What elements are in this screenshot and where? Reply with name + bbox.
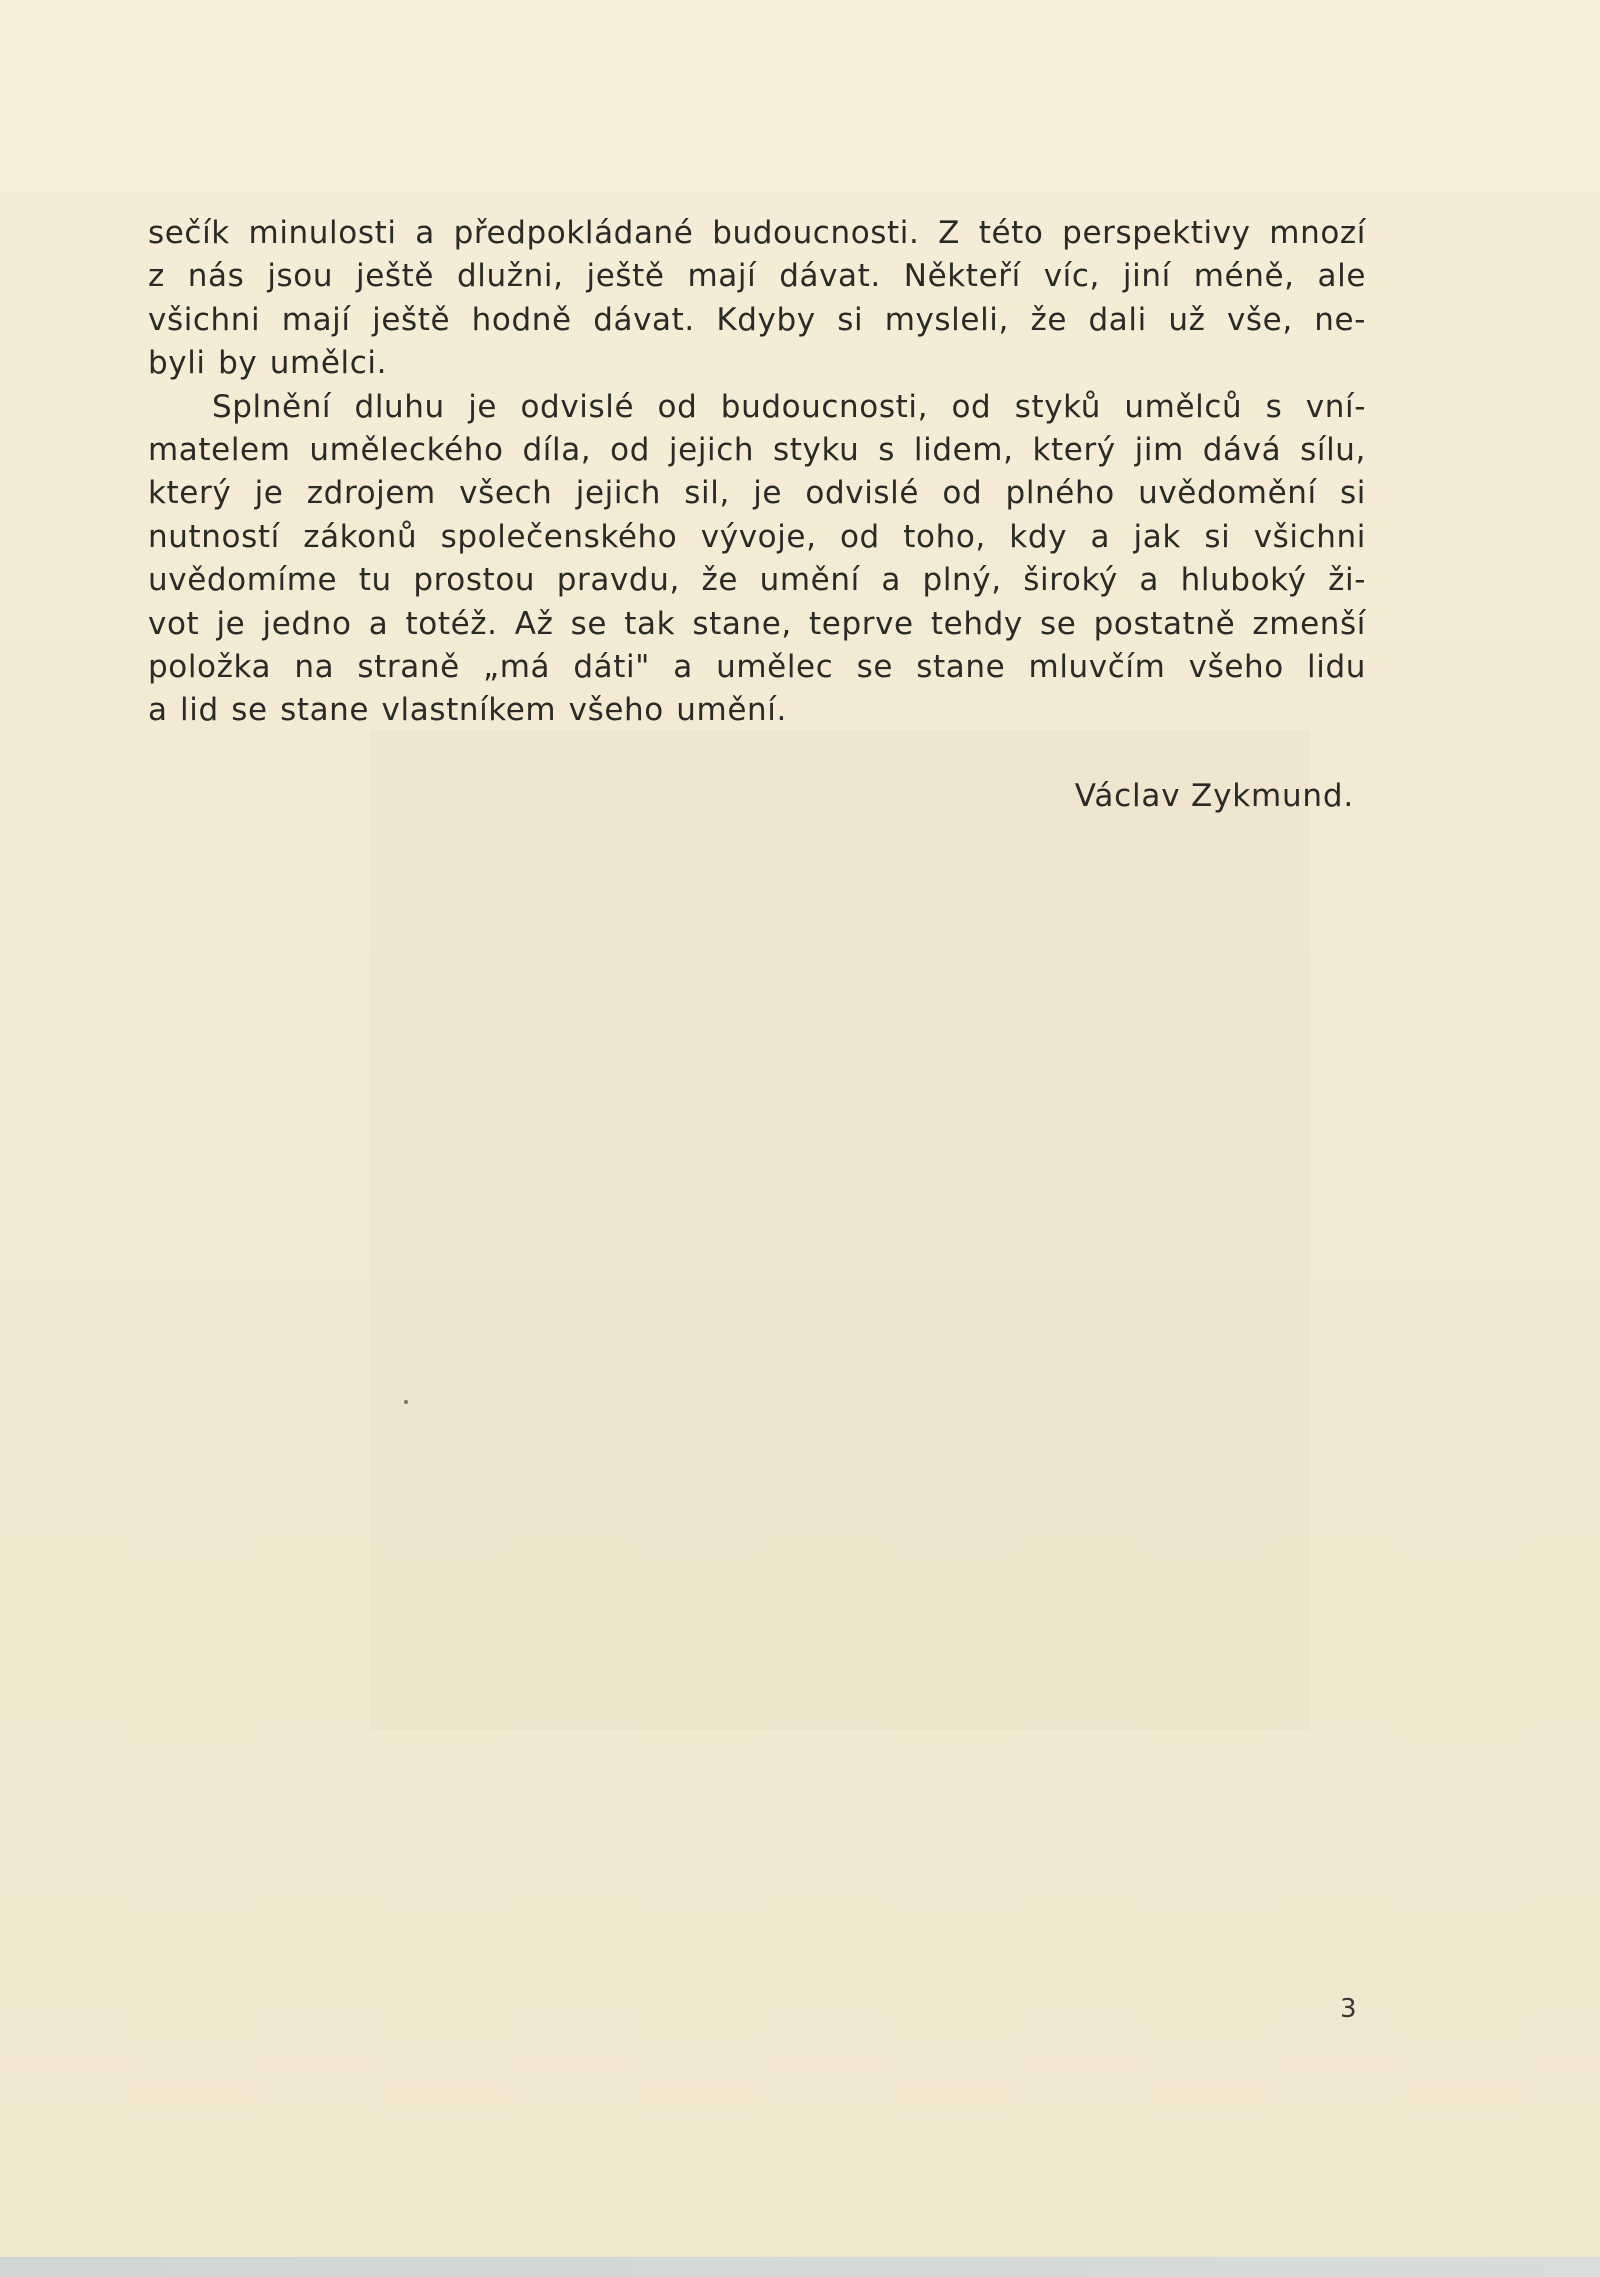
text-line: který je zdrojem všech jejich sil, je odvislé od plného uvědomění si — [148, 475, 1366, 512]
scan-edge — [0, 2257, 1600, 2277]
text-line: matelem uměleckého díla, od jejich styku s lidem, který jim dává sílu, — [148, 432, 1366, 469]
text-line: položka na straně „má dáti" a umělec se stane mluvčím všeho lidu — [148, 649, 1366, 686]
text-line: uvědomíme tu prostou pravdu, že umění a plný, široký a hluboký ži- — [148, 562, 1366, 599]
text-line: byli by umělci. — [148, 345, 388, 382]
text-block — [148, 212, 1366, 733]
text-line: vot je jedno a totéž. Až se tak stane, teprve tehdy se postatně zmenší — [148, 605, 1366, 642]
page-number: 3 — [1340, 1994, 1357, 2024]
text-line: Splnění dluhu je odvislé od budoucnosti, od styků umělců s vní- — [212, 388, 1366, 425]
text-line: a lid se stane vlastníkem všeho umění. — [148, 692, 787, 729]
paper-show-through — [370, 730, 1310, 1730]
text-line: z nás jsou ještě dlužni, ještě mají dávat. Někteří víc, jiní méně, ale — [148, 258, 1366, 295]
text-line: nutností zákonů společenského vývoje, od toho, kdy a jak si všichni — [148, 518, 1366, 555]
text-line: všichni mají ještě hodně dávat. Kdyby si mysleli, že dali už vše, ne- — [148, 301, 1366, 338]
text-line: sečík minulosti a předpokládané budoucnosti. Z této perspektivy mnozí — [148, 215, 1366, 251]
paper-speck — [404, 1400, 408, 1404]
author-signature: Václav Zykmund. — [1074, 778, 1354, 814]
